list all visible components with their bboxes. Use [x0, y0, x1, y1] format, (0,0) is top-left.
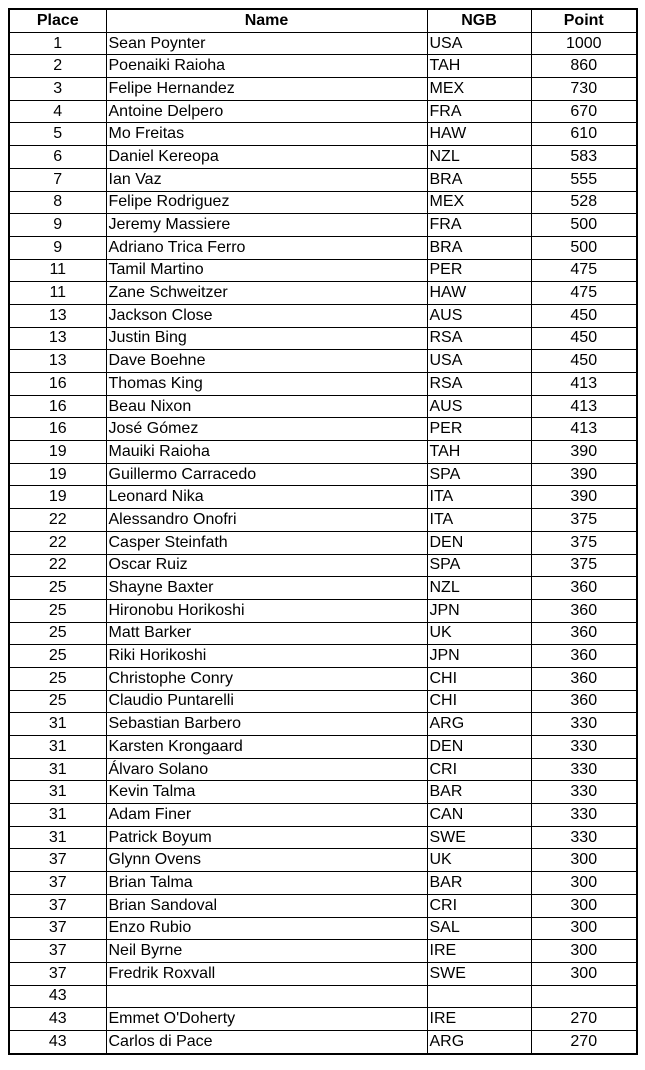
point-cell: 300 [531, 849, 637, 872]
ngb-cell [427, 985, 531, 1008]
ngb-cell: RSA [427, 327, 531, 350]
name-cell: Justin Bing [106, 327, 427, 350]
table-row [9, 872, 637, 895]
point-cell: 360 [531, 645, 637, 668]
name-cell: Adriano Trica Ferro [106, 236, 427, 259]
name-cell: Jackson Close [106, 304, 427, 327]
ngb-cell: USA [427, 32, 531, 55]
table-row [9, 1008, 637, 1031]
name-cell: Felipe Rodriguez [106, 191, 427, 214]
ngb-cell: ITA [427, 486, 531, 509]
place-cell: 22 [9, 531, 106, 554]
place-cell: 3 [9, 78, 106, 101]
table-row [9, 736, 637, 759]
header-ngb: NGB [427, 9, 531, 32]
name-cell: Poenaiki Raioha [106, 55, 427, 78]
point-cell: 475 [531, 259, 637, 282]
name-cell: José Gómez [106, 418, 427, 441]
place-cell: 16 [9, 395, 106, 418]
ngb-cell: BRA [427, 168, 531, 191]
point-cell: 330 [531, 804, 637, 827]
point-cell: 330 [531, 758, 637, 781]
ngb-cell: SPA [427, 554, 531, 577]
place-cell: 8 [9, 191, 106, 214]
table-row [9, 463, 637, 486]
place-cell: 31 [9, 826, 106, 849]
point-cell: 555 [531, 168, 637, 191]
place-cell: 13 [9, 350, 106, 373]
place-cell: 11 [9, 259, 106, 282]
point-cell: 300 [531, 872, 637, 895]
table-row [9, 758, 637, 781]
name-cell: Antoine Delpero [106, 100, 427, 123]
header-name: Name [106, 9, 427, 32]
ngb-cell: CAN [427, 804, 531, 827]
point-cell: 500 [531, 236, 637, 259]
table-row [9, 599, 637, 622]
place-cell: 11 [9, 282, 106, 305]
point-cell: 450 [531, 350, 637, 373]
table-row [9, 259, 637, 282]
table-body [9, 32, 637, 1053]
table-row [9, 214, 637, 237]
place-cell: 31 [9, 781, 106, 804]
place-cell: 13 [9, 327, 106, 350]
place-cell: 5 [9, 123, 106, 146]
point-cell: 360 [531, 667, 637, 690]
place-cell: 43 [9, 1030, 106, 1053]
place-cell: 37 [9, 962, 106, 985]
ngb-cell: UK [427, 849, 531, 872]
place-cell: 9 [9, 214, 106, 237]
place-cell: 37 [9, 872, 106, 895]
point-cell: 300 [531, 962, 637, 985]
point-cell: 528 [531, 191, 637, 214]
name-cell: Sebastian Barbero [106, 713, 427, 736]
name-cell: Brian Talma [106, 872, 427, 895]
place-cell: 43 [9, 985, 106, 1008]
name-cell: Christophe Conry [106, 667, 427, 690]
name-cell: Guillermo Carracedo [106, 463, 427, 486]
name-cell: Enzo Rubio [106, 917, 427, 940]
point-cell: 360 [531, 577, 637, 600]
place-cell: 25 [9, 622, 106, 645]
point-cell: 270 [531, 1030, 637, 1053]
header-place: Place [9, 9, 106, 32]
ngb-cell: NZL [427, 146, 531, 169]
table-row [9, 100, 637, 123]
point-cell: 270 [531, 1008, 637, 1031]
table-row [9, 826, 637, 849]
name-cell: Casper Steinfath [106, 531, 427, 554]
point-cell: 330 [531, 713, 637, 736]
ngb-cell: CRI [427, 758, 531, 781]
place-cell: 25 [9, 667, 106, 690]
point-cell: 300 [531, 894, 637, 917]
ngb-cell: IRE [427, 1008, 531, 1031]
ngb-cell: IRE [427, 940, 531, 963]
ngb-cell: DEN [427, 736, 531, 759]
ngb-cell: TAH [427, 441, 531, 464]
ngb-cell: SWE [427, 962, 531, 985]
name-cell: Leonard Nika [106, 486, 427, 509]
place-cell: 31 [9, 758, 106, 781]
point-cell: 330 [531, 736, 637, 759]
header-point: Point [531, 9, 637, 32]
place-cell: 25 [9, 599, 106, 622]
name-cell: Hironobu Horikoshi [106, 599, 427, 622]
ngb-cell: ARG [427, 713, 531, 736]
place-cell: 16 [9, 418, 106, 441]
point-cell: 330 [531, 826, 637, 849]
ngb-cell: NZL [427, 577, 531, 600]
name-cell: Matt Barker [106, 622, 427, 645]
point-cell: 300 [531, 940, 637, 963]
ngb-cell: SWE [427, 826, 531, 849]
place-cell: 25 [9, 577, 106, 600]
point-cell: 670 [531, 100, 637, 123]
table-row [9, 1030, 637, 1053]
ngb-cell: MEX [427, 78, 531, 101]
header-row [9, 9, 637, 32]
name-cell: Mo Freitas [106, 123, 427, 146]
name-cell: Tamil Martino [106, 259, 427, 282]
table-row [9, 917, 637, 940]
name-cell: Mauiki Raioha [106, 441, 427, 464]
point-cell: 390 [531, 441, 637, 464]
place-cell: 37 [9, 917, 106, 940]
ngb-cell: BAR [427, 872, 531, 895]
ngb-cell: PER [427, 418, 531, 441]
table-row [9, 32, 637, 55]
ngb-cell: ITA [427, 509, 531, 532]
ngb-cell: JPN [427, 645, 531, 668]
point-cell: 390 [531, 463, 637, 486]
table-row [9, 622, 637, 645]
name-cell: Carlos di Pace [106, 1030, 427, 1053]
name-cell: Brian Sandoval [106, 894, 427, 917]
table-row [9, 577, 637, 600]
place-cell: 16 [9, 373, 106, 396]
table-row [9, 373, 637, 396]
place-cell: 1 [9, 32, 106, 55]
name-cell: Thomas King [106, 373, 427, 396]
table-row [9, 282, 637, 305]
table-row [9, 645, 637, 668]
point-cell: 300 [531, 917, 637, 940]
table-row [9, 418, 637, 441]
table-row [9, 962, 637, 985]
place-cell: 37 [9, 940, 106, 963]
name-cell: Dave Boehne [106, 350, 427, 373]
place-cell: 31 [9, 804, 106, 827]
point-cell: 413 [531, 373, 637, 396]
ngb-cell: PER [427, 259, 531, 282]
place-cell: 4 [9, 100, 106, 123]
place-cell: 43 [9, 1008, 106, 1031]
point-cell: 375 [531, 509, 637, 532]
table-row [9, 804, 637, 827]
ngb-cell: AUS [427, 304, 531, 327]
name-cell: Riki Horikoshi [106, 645, 427, 668]
table-row [9, 236, 637, 259]
table-row [9, 350, 637, 373]
place-cell: 25 [9, 645, 106, 668]
ngb-cell: JPN [427, 599, 531, 622]
point-cell: 1000 [531, 32, 637, 55]
name-cell: Adam Finer [106, 804, 427, 827]
table-row [9, 441, 637, 464]
table-row [9, 168, 637, 191]
name-cell: Oscar Ruiz [106, 554, 427, 577]
place-cell: 25 [9, 690, 106, 713]
ngb-cell: AUS [427, 395, 531, 418]
name-cell: Jeremy Massiere [106, 214, 427, 237]
ngb-cell: MEX [427, 191, 531, 214]
ngb-cell: HAW [427, 123, 531, 146]
place-cell: 22 [9, 509, 106, 532]
name-cell: Fredrik Roxvall [106, 962, 427, 985]
ngb-cell: CHI [427, 690, 531, 713]
table-row [9, 531, 637, 554]
name-cell: Felipe Hernandez [106, 78, 427, 101]
point-cell: 413 [531, 418, 637, 441]
place-cell: 31 [9, 713, 106, 736]
ngb-cell: ARG [427, 1030, 531, 1053]
point-cell: 583 [531, 146, 637, 169]
ngb-cell: SAL [427, 917, 531, 940]
ngb-cell: SPA [427, 463, 531, 486]
place-cell: 37 [9, 894, 106, 917]
place-cell: 6 [9, 146, 106, 169]
table-row [9, 486, 637, 509]
place-cell: 22 [9, 554, 106, 577]
table-row [9, 690, 637, 713]
ngb-cell: DEN [427, 531, 531, 554]
name-cell: Beau Nixon [106, 395, 427, 418]
table-row [9, 123, 637, 146]
table-row [9, 304, 637, 327]
ngb-cell: HAW [427, 282, 531, 305]
point-cell: 390 [531, 486, 637, 509]
point-cell: 475 [531, 282, 637, 305]
table-row [9, 849, 637, 872]
point-cell: 500 [531, 214, 637, 237]
table-row [9, 327, 637, 350]
name-cell: Sean Poynter [106, 32, 427, 55]
point-cell: 610 [531, 123, 637, 146]
place-cell: 19 [9, 486, 106, 509]
ngb-cell: BRA [427, 236, 531, 259]
ngb-cell: BAR [427, 781, 531, 804]
place-cell: 13 [9, 304, 106, 327]
table-row [9, 191, 637, 214]
results-table [8, 8, 638, 1055]
place-cell: 31 [9, 736, 106, 759]
place-cell: 19 [9, 441, 106, 464]
ngb-cell: UK [427, 622, 531, 645]
point-cell: 730 [531, 78, 637, 101]
table-row [9, 78, 637, 101]
point-cell: 375 [531, 531, 637, 554]
table-row [9, 781, 637, 804]
ngb-cell: TAH [427, 55, 531, 78]
name-cell: Álvaro Solano [106, 758, 427, 781]
name-cell: Ian Vaz [106, 168, 427, 191]
name-cell: Emmet O'Doherty [106, 1008, 427, 1031]
name-cell: Glynn Ovens [106, 849, 427, 872]
point-cell [531, 985, 637, 1008]
ngb-cell: FRA [427, 100, 531, 123]
place-cell: 9 [9, 236, 106, 259]
name-cell: Neil Byrne [106, 940, 427, 963]
name-cell: Shayne Baxter [106, 577, 427, 600]
point-cell: 860 [531, 55, 637, 78]
point-cell: 360 [531, 599, 637, 622]
place-cell: 37 [9, 849, 106, 872]
ngb-cell: USA [427, 350, 531, 373]
point-cell: 330 [531, 781, 637, 804]
table-row [9, 395, 637, 418]
name-cell: Zane Schweitzer [106, 282, 427, 305]
table-row [9, 146, 637, 169]
table-row [9, 667, 637, 690]
point-cell: 450 [531, 327, 637, 350]
table-row [9, 509, 637, 532]
point-cell: 450 [531, 304, 637, 327]
name-cell: Alessandro Onofri [106, 509, 427, 532]
name-cell: Kevin Talma [106, 781, 427, 804]
table-row [9, 894, 637, 917]
point-cell: 360 [531, 690, 637, 713]
table-row [9, 554, 637, 577]
place-cell: 7 [9, 168, 106, 191]
point-cell: 375 [531, 554, 637, 577]
place-cell: 2 [9, 55, 106, 78]
ngb-cell: CRI [427, 894, 531, 917]
point-cell: 413 [531, 395, 637, 418]
table-row [9, 985, 637, 1008]
table-row [9, 55, 637, 78]
name-cell: Claudio Puntarelli [106, 690, 427, 713]
name-cell: Patrick Boyum [106, 826, 427, 849]
ngb-cell: RSA [427, 373, 531, 396]
name-cell: Karsten Krongaard [106, 736, 427, 759]
table-row [9, 940, 637, 963]
table-row [9, 713, 637, 736]
name-cell [106, 985, 427, 1008]
place-cell: 19 [9, 463, 106, 486]
name-cell: Daniel Kereopa [106, 146, 427, 169]
ngb-cell: CHI [427, 667, 531, 690]
ngb-cell: FRA [427, 214, 531, 237]
point-cell: 360 [531, 622, 637, 645]
